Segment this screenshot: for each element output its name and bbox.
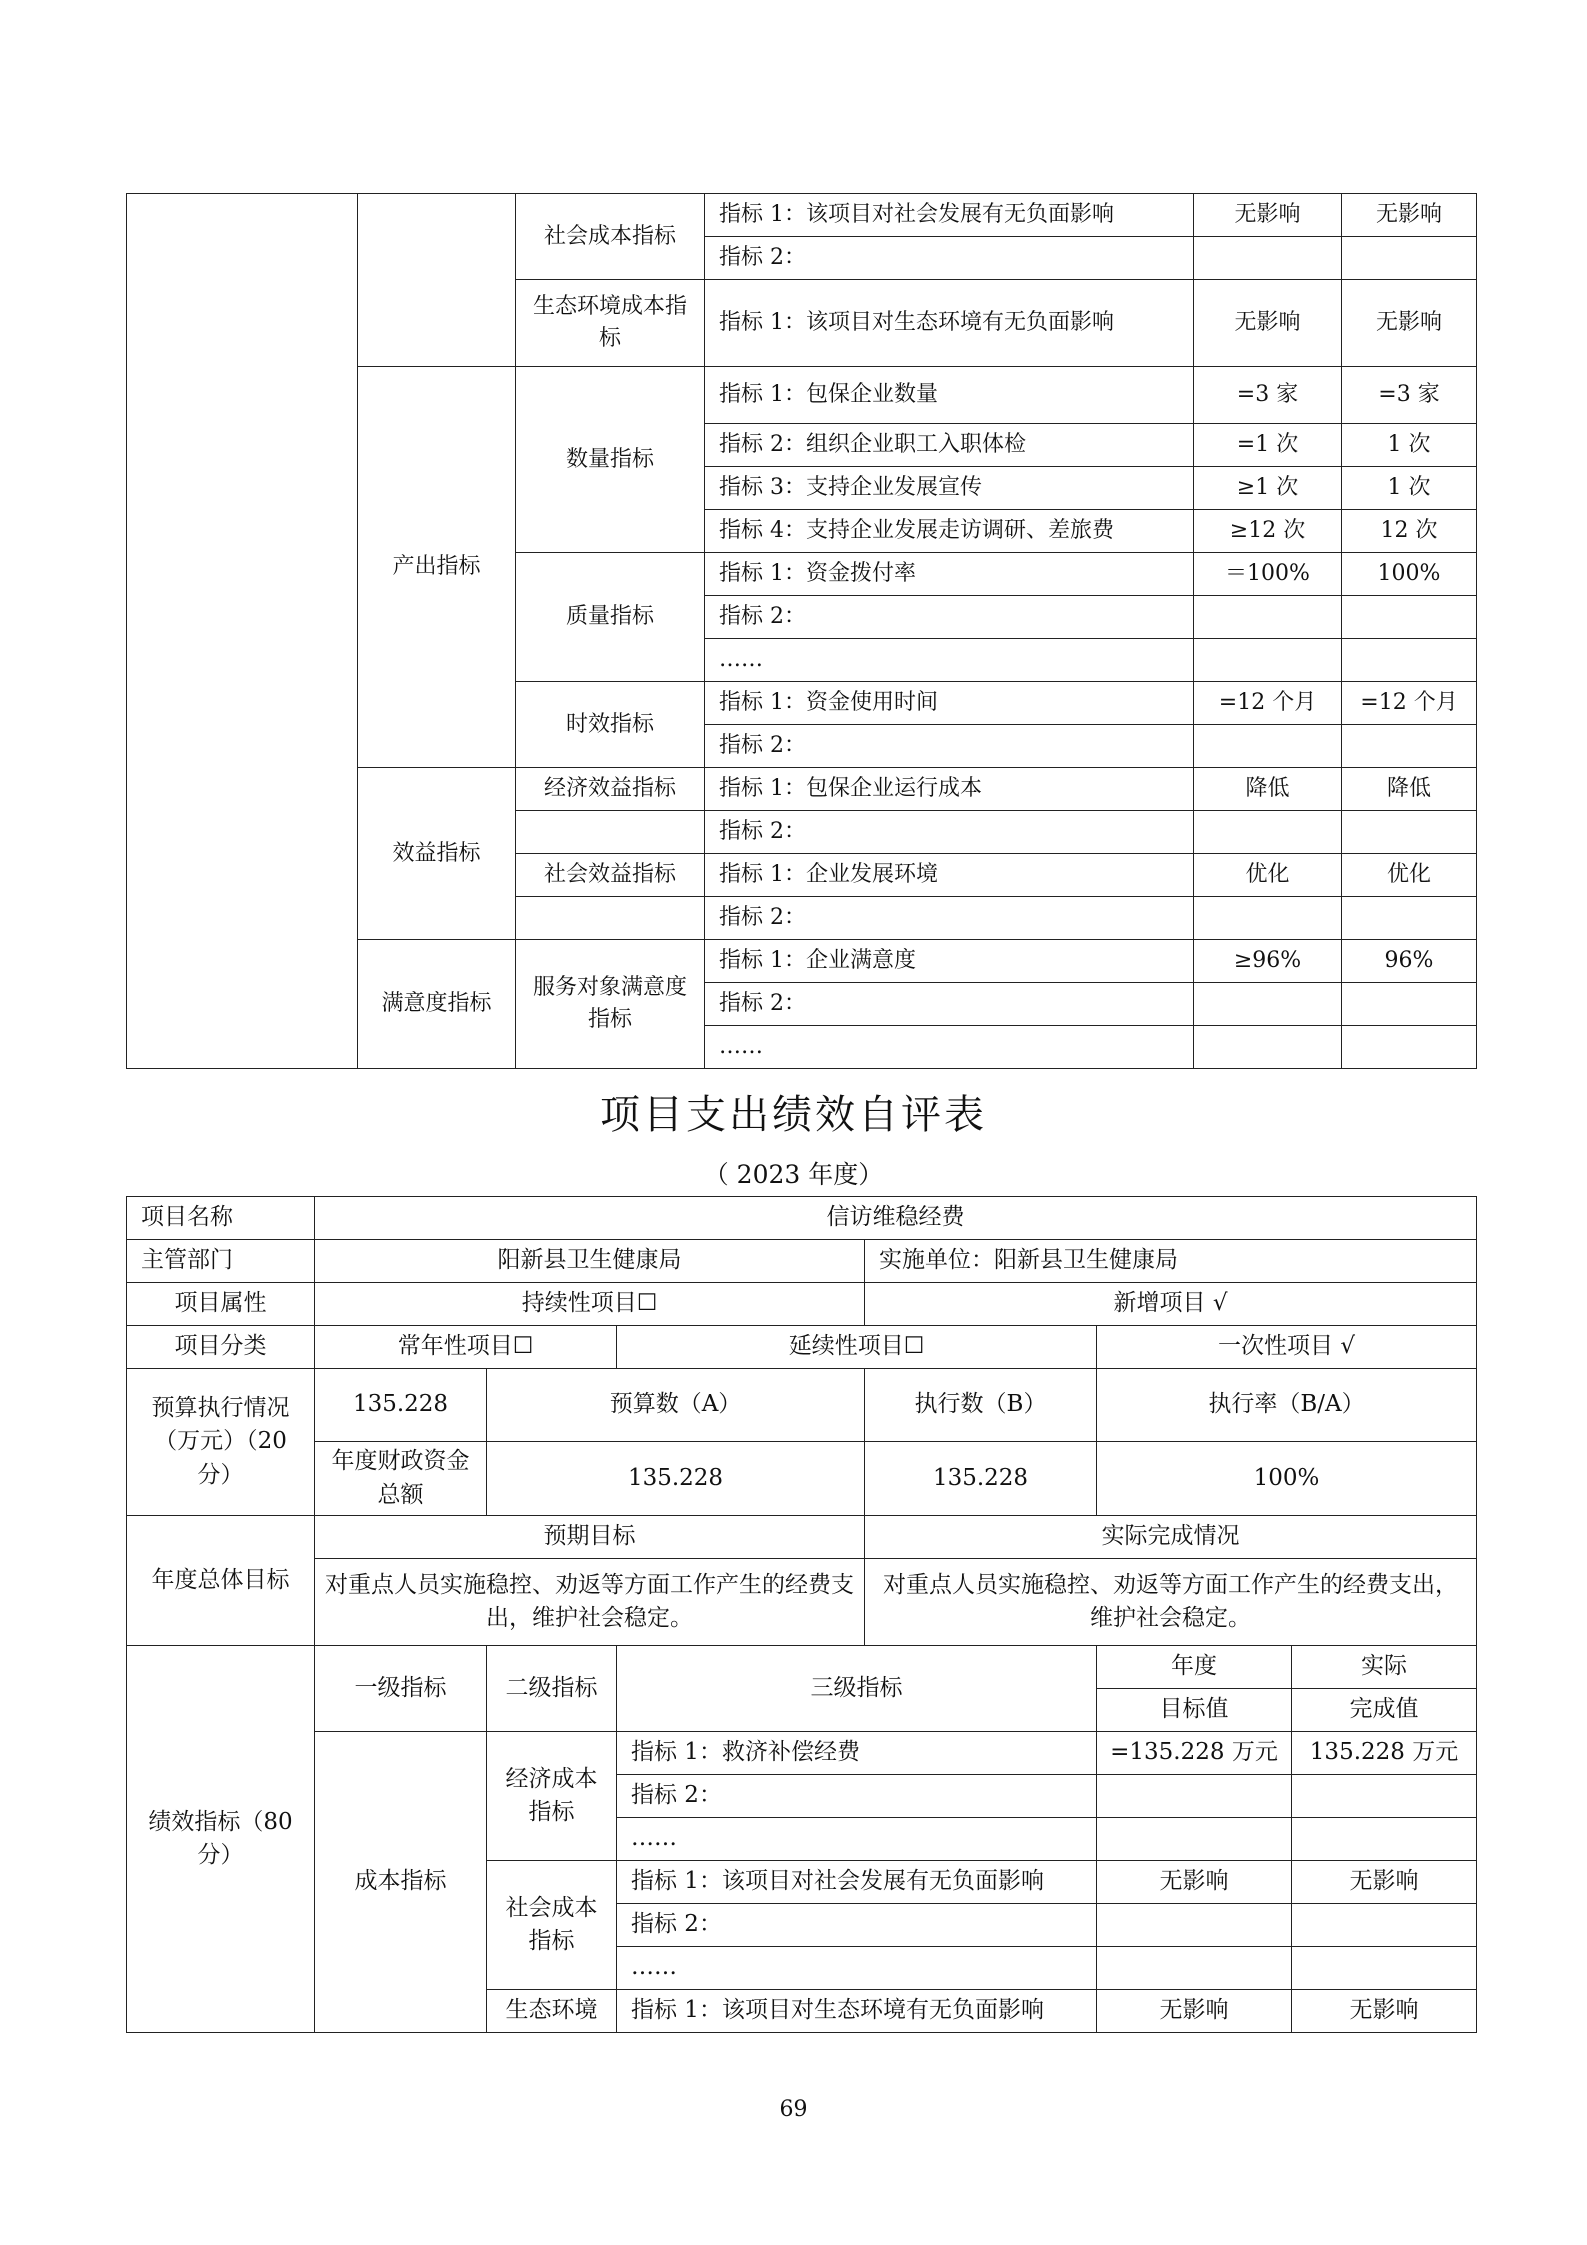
actual-cell: [1292, 1904, 1477, 1947]
level1-satisfaction: 满意度指标: [358, 940, 516, 1069]
actual-cell: 96%: [1342, 940, 1477, 983]
goal-actual-label: 实际完成情况: [865, 1516, 1477, 1559]
category-econ-benefit: 经济效益指标: [516, 768, 705, 811]
actual-cell: [1342, 725, 1477, 768]
target-cell: 无影响: [1194, 280, 1342, 367]
cat-regular: 常年性项目☐: [315, 1326, 617, 1369]
indicator-cell: 指标 2：: [617, 1775, 1097, 1818]
goal-expected-label: 预期目标: [315, 1516, 865, 1559]
category-social-cost: 社会成本指标: [516, 194, 705, 280]
attr-label: 项目属性: [127, 1283, 315, 1326]
target-cell: ≥12 次: [1194, 510, 1342, 553]
target-header-bottom: 目标值: [1097, 1689, 1292, 1732]
year-subtitle: （ 2023 年度）: [703, 1160, 884, 1189]
actual-cell: [1292, 1818, 1477, 1861]
indicator-cell: ……: [705, 639, 1194, 682]
target-cell: =3 家: [1194, 367, 1342, 424]
indicator-cell: 指标 2：: [705, 596, 1194, 639]
indicator-cell: ……: [617, 1947, 1097, 1990]
blank-left-cell: [127, 194, 358, 1069]
indicator-cell: 指标 1：该项目对社会发展有无负面影响: [705, 194, 1194, 237]
actual-cell: [1342, 983, 1477, 1026]
category-eco-cost: 生态环境: [487, 1990, 617, 2033]
level1-benefit: 效益指标: [358, 768, 516, 940]
actual-cell: 无影响: [1342, 194, 1477, 237]
actual-cell: [1342, 811, 1477, 854]
target-header-top: 年度: [1097, 1646, 1292, 1689]
category-timeliness: 时效指标: [516, 682, 705, 768]
actual-cell: [1292, 1775, 1477, 1818]
target-cell: [1097, 1818, 1292, 1861]
indicator-cell: 指标 2：: [705, 897, 1194, 940]
target-cell: [1194, 725, 1342, 768]
level1-cost: 成本指标: [315, 1732, 487, 2033]
target-cell: 优化: [1194, 854, 1342, 897]
actual-cell: =12 个月: [1342, 682, 1477, 725]
indicator-cell: ……: [705, 1026, 1194, 1069]
budget-total: 135.228: [315, 1369, 487, 1442]
actual-cell: 1 次: [1342, 467, 1477, 510]
category-service-satisfaction: 服务对象满意度指标: [516, 940, 705, 1069]
indicator-cell: 指标 1：资金拨付率: [705, 553, 1194, 596]
indicator-cell: 指标 1：救济补偿经费: [617, 1732, 1097, 1775]
indicator-cell: 指标 3：支持企业发展宣传: [705, 467, 1194, 510]
actual-cell: 优化: [1342, 854, 1477, 897]
target-cell: 无影响: [1194, 194, 1342, 237]
project-name-value: 信访维稳经费: [315, 1197, 1477, 1240]
target-cell: [1097, 1775, 1292, 1818]
budget-b-value: 135.228: [865, 1442, 1097, 1516]
actual-cell: [1342, 596, 1477, 639]
actual-cell: [1342, 1026, 1477, 1069]
project-name-label: 项目名称: [127, 1197, 315, 1240]
perf-indicators-label: 绩效指标（80 分）: [127, 1646, 315, 2033]
actual-cell: 无影响: [1292, 1990, 1477, 2033]
category-eco-cost: 生态环境成本指标: [516, 280, 705, 367]
target-cell: [1194, 811, 1342, 854]
target-cell: [1097, 1947, 1292, 1990]
indicator-cell: 指标 1：该项目对生态环境有无负面影响: [705, 280, 1194, 367]
indicator-cell: 指标 2：: [705, 983, 1194, 1026]
actual-cell: 无影响: [1342, 280, 1477, 367]
blank-category-cell: [516, 811, 705, 854]
actual-cell: 100%: [1342, 553, 1477, 596]
indicator-cell: 指标 4：支持企业发展走访调研、差旅费: [705, 510, 1194, 553]
impl-unit: 实施单位：阳新县卫生健康局: [865, 1240, 1477, 1283]
indicator-cell: 指标 1：资金使用时间: [705, 682, 1194, 725]
level2-header: 二级指标: [487, 1646, 617, 1732]
indicator-cell: 指标 1：该项目对社会发展有无负面影响: [617, 1861, 1097, 1904]
budget-a-value: 135.228: [487, 1442, 865, 1516]
target-cell: [1194, 983, 1342, 1026]
performance-table-continued: [126, 193, 1477, 1069]
target-cell: ＝100%: [1194, 553, 1342, 596]
actual-cell: [1342, 639, 1477, 682]
indicator-cell: 指标 2：: [705, 811, 1194, 854]
target-cell: [1097, 1904, 1292, 1947]
actual-cell: 1 次: [1342, 424, 1477, 467]
indicator-cell: 指标 2：组织企业职工入职体检: [705, 424, 1194, 467]
target-cell: [1194, 639, 1342, 682]
budget-a-label: 预算数（A）: [487, 1369, 865, 1442]
budget-rate-label: 执行率（B/A）: [1097, 1369, 1477, 1442]
blank-level1-cell: [358, 194, 516, 367]
actual-cell: [1342, 237, 1477, 280]
self-evaluation-table: [126, 1196, 1477, 2033]
actual-header-top: 实际: [1292, 1646, 1477, 1689]
level1-output: 产出指标: [358, 367, 516, 768]
actual-header-bottom: 完成值: [1292, 1689, 1477, 1732]
actual-cell: [1342, 897, 1477, 940]
target-cell: =135.228 万元: [1097, 1732, 1292, 1775]
indicator-cell: 指标 1：包保企业数量: [705, 367, 1194, 424]
indicator-cell: 指标 2：: [705, 725, 1194, 768]
actual-cell: 降低: [1342, 768, 1477, 811]
indicator-cell: ……: [617, 1818, 1097, 1861]
target-cell: ≥1 次: [1194, 467, 1342, 510]
target-cell: [1194, 237, 1342, 280]
category-econ-cost: 经济成本指标: [487, 1732, 617, 1861]
actual-cell: 12 次: [1342, 510, 1477, 553]
budget-label: 预算执行情况（万元）（20 分）: [127, 1369, 315, 1516]
target-cell: [1194, 897, 1342, 940]
category-social-benefit: 社会效益指标: [516, 854, 705, 897]
indicator-cell: 指标 1：企业发展环境: [705, 854, 1194, 897]
goal-expected-text: 对重点人员实施稳控、劝返等方面工作产生的经费支出，维护社会稳定。: [315, 1559, 865, 1646]
page-number: 69: [779, 2097, 808, 2122]
actual-cell: 无影响: [1292, 1861, 1477, 1904]
dept-value: 阳新县卫生健康局: [315, 1240, 865, 1283]
goal-label: 年度总体目标: [127, 1516, 315, 1646]
actual-cell: =3 家: [1342, 367, 1477, 424]
level3-header: 三级指标: [617, 1646, 1097, 1732]
actual-cell: 135.228 万元: [1292, 1732, 1477, 1775]
target-cell: 降低: [1194, 768, 1342, 811]
target-cell: ≥96%: [1194, 940, 1342, 983]
indicator-cell: 指标 1：该项目对生态环境有无负面影响: [617, 1990, 1097, 2033]
cat-extend: 延续性项目☐: [617, 1326, 1097, 1369]
cat-once: 一次性项目 √: [1097, 1326, 1477, 1369]
target-cell: =12 个月: [1194, 682, 1342, 725]
budget-rate-value: 100%: [1097, 1442, 1477, 1516]
actual-cell: [1292, 1947, 1477, 1990]
target-cell: =1 次: [1194, 424, 1342, 467]
attr-continuous: 持续性项目☐: [315, 1283, 865, 1326]
target-cell: 无影响: [1097, 1990, 1292, 2033]
indicator-cell: 指标 1：企业满意度: [705, 940, 1194, 983]
category-label: 项目分类: [127, 1326, 315, 1369]
indicator-cell: 指标 2：: [617, 1904, 1097, 1947]
indicator-cell: 指标 1：包保企业运行成本: [705, 768, 1194, 811]
goal-actual-text: 对重点人员实施稳控、劝返等方面工作产生的经费支出，维护社会稳定。: [865, 1559, 1477, 1646]
category-social-cost: 社会成本指标: [487, 1861, 617, 1990]
category-quality: 质量指标: [516, 553, 705, 682]
attr-new: 新增项目 √: [865, 1283, 1477, 1326]
target-cell: [1194, 1026, 1342, 1069]
category-quantity: 数量指标: [516, 367, 705, 553]
blank-category-cell: [516, 897, 705, 940]
dept-label: 主管部门: [127, 1240, 315, 1283]
annual-fund-label: 年度财政资金总额: [315, 1442, 487, 1516]
indicator-cell: 指标 2：: [705, 237, 1194, 280]
level1-header: 一级指标: [315, 1646, 487, 1732]
budget-b-label: 执行数（B）: [865, 1369, 1097, 1442]
target-cell: 无影响: [1097, 1861, 1292, 1904]
target-cell: [1194, 596, 1342, 639]
page-title: 项目支出绩效自评表: [600, 1092, 987, 1138]
